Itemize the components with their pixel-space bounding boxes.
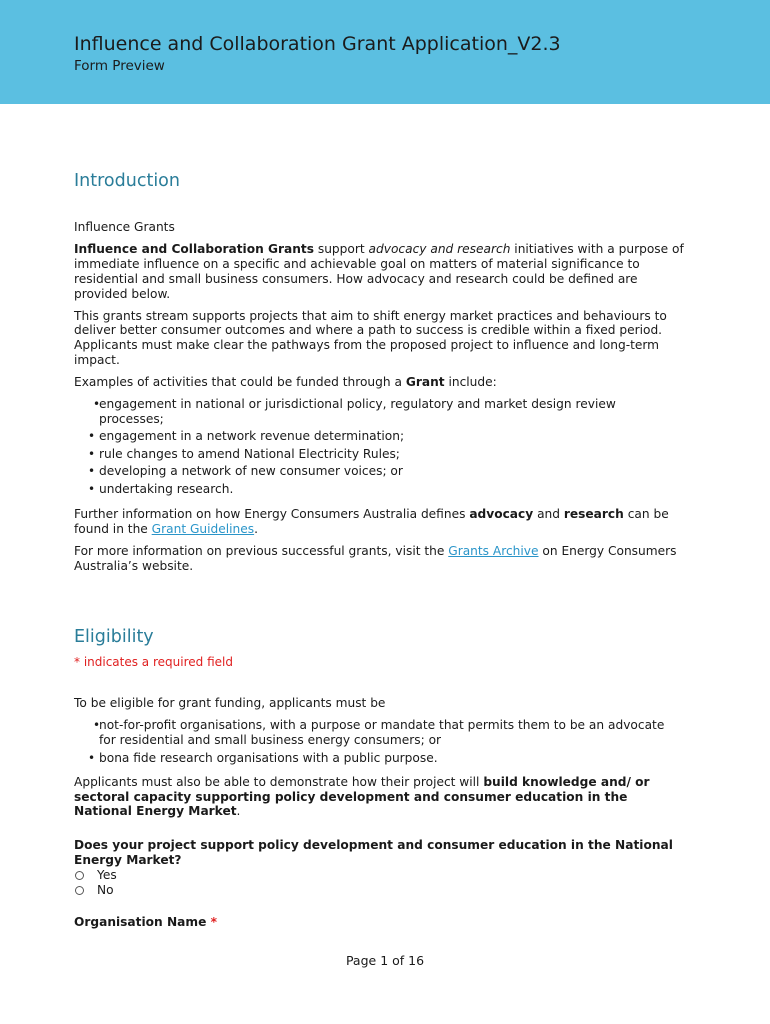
bold-text: advocacy xyxy=(469,506,534,521)
examples-list xyxy=(74,397,684,497)
form-header xyxy=(0,0,770,104)
text: Applicants must also be able to demonstrate how their project will xyxy=(74,774,484,789)
organisation-name-label xyxy=(74,915,684,930)
form-subtitle: Form Preview xyxy=(74,58,165,74)
introduction-section xyxy=(74,170,684,574)
form-title: Influence and Collaboration Grant Application_V2.3 xyxy=(74,33,561,55)
text: support xyxy=(313,241,369,256)
text: . xyxy=(236,804,241,819)
radio-label: Yes xyxy=(97,868,117,883)
text: on Energy Consumers Australia’s website. xyxy=(74,543,677,573)
eligibility-heading: Eligibility xyxy=(74,626,154,647)
radio-label: No xyxy=(97,883,114,898)
text: can be found in the xyxy=(74,506,669,536)
radio-button[interactable] xyxy=(75,871,84,880)
bold-text: Grant xyxy=(405,375,445,390)
introduction-paragraph-2: This grants stream supports projects that aim to shift energy market practices and behaviours to deliver better consumer outcomes and where a path to success is credible within a fixed period. Applicants must make clear the pathways from the proposed project to influence and long-term impact. xyxy=(74,308,667,368)
introduction-paragraph-5 xyxy=(74,544,684,574)
bold-text: research xyxy=(563,506,624,521)
bold-text: build knowledge and/ or sectoral capacity supporting policy development and consumer education in the National Energy Market xyxy=(74,774,650,819)
list-item: • developing a network of new consumer voices; or xyxy=(74,464,684,479)
introduction-heading: Introduction xyxy=(74,171,180,191)
list-item: • bona fide research organisations with a public purpose. xyxy=(74,751,684,766)
eligibility-criteria-list xyxy=(74,718,684,765)
text: Further information on how Energy Consumers Australia defines xyxy=(74,506,470,521)
nem-support-question: Does your project support policy development and consumer education in the National Energy Market? xyxy=(74,838,673,868)
introduction-paragraph-4 xyxy=(74,507,684,537)
introduction-paragraph-1 xyxy=(74,242,684,302)
list-item: • engagement in a network revenue determination; xyxy=(74,429,684,444)
text: and xyxy=(533,506,564,521)
grant-guidelines-link[interactable]: Grant Guidelines xyxy=(151,521,255,536)
radio-option-no[interactable] xyxy=(74,883,684,898)
required-mark: * xyxy=(210,915,217,930)
page-number: Page 1 of 16 xyxy=(345,953,425,968)
text: Examples of activities that could be funded through a xyxy=(74,375,406,390)
list-item: • not-for-profit organisations, with a purpose or mandate that permits them to be an advocate for residential and small business energy consumers; or xyxy=(74,718,684,748)
list-item: • undertaking research. xyxy=(74,482,684,497)
text: . xyxy=(254,521,258,536)
bold-text: Influence and Collaboration Grants xyxy=(74,241,314,256)
list-item: • rule changes to amend National Electricity Rules; xyxy=(74,447,684,462)
eligibility-section xyxy=(74,626,684,931)
nem-support-radio-group xyxy=(74,868,684,898)
grants-archive-link[interactable]: Grants Archive xyxy=(448,543,539,558)
italic-text: advocacy and research xyxy=(368,241,511,256)
introduction-paragraph-3 xyxy=(74,375,684,390)
list-item: • engagement in national or jurisdictional policy, regulatory and market design review processes; xyxy=(74,397,684,427)
radio-option-yes[interactable] xyxy=(74,868,684,883)
text: include: xyxy=(444,375,497,390)
radio-button[interactable] xyxy=(75,886,84,895)
text: For more information on previous successful grants, visit the xyxy=(74,543,449,558)
text: initiatives with a purpose of immediate influence on a specific and achievable goal on matters of material significance to residential and small business consumers. How advocacy and research could be defined are provided below. xyxy=(74,241,684,301)
text: Organisation Name xyxy=(74,915,207,930)
eligibility-lead: To be eligible for grant funding, applicants must be xyxy=(74,696,386,711)
eligibility-paragraph-1 xyxy=(74,775,684,820)
form-content xyxy=(74,170,684,930)
introduction-lead: Influence Grants xyxy=(74,220,175,234)
required-field-note: * indicates a required field xyxy=(74,654,233,669)
